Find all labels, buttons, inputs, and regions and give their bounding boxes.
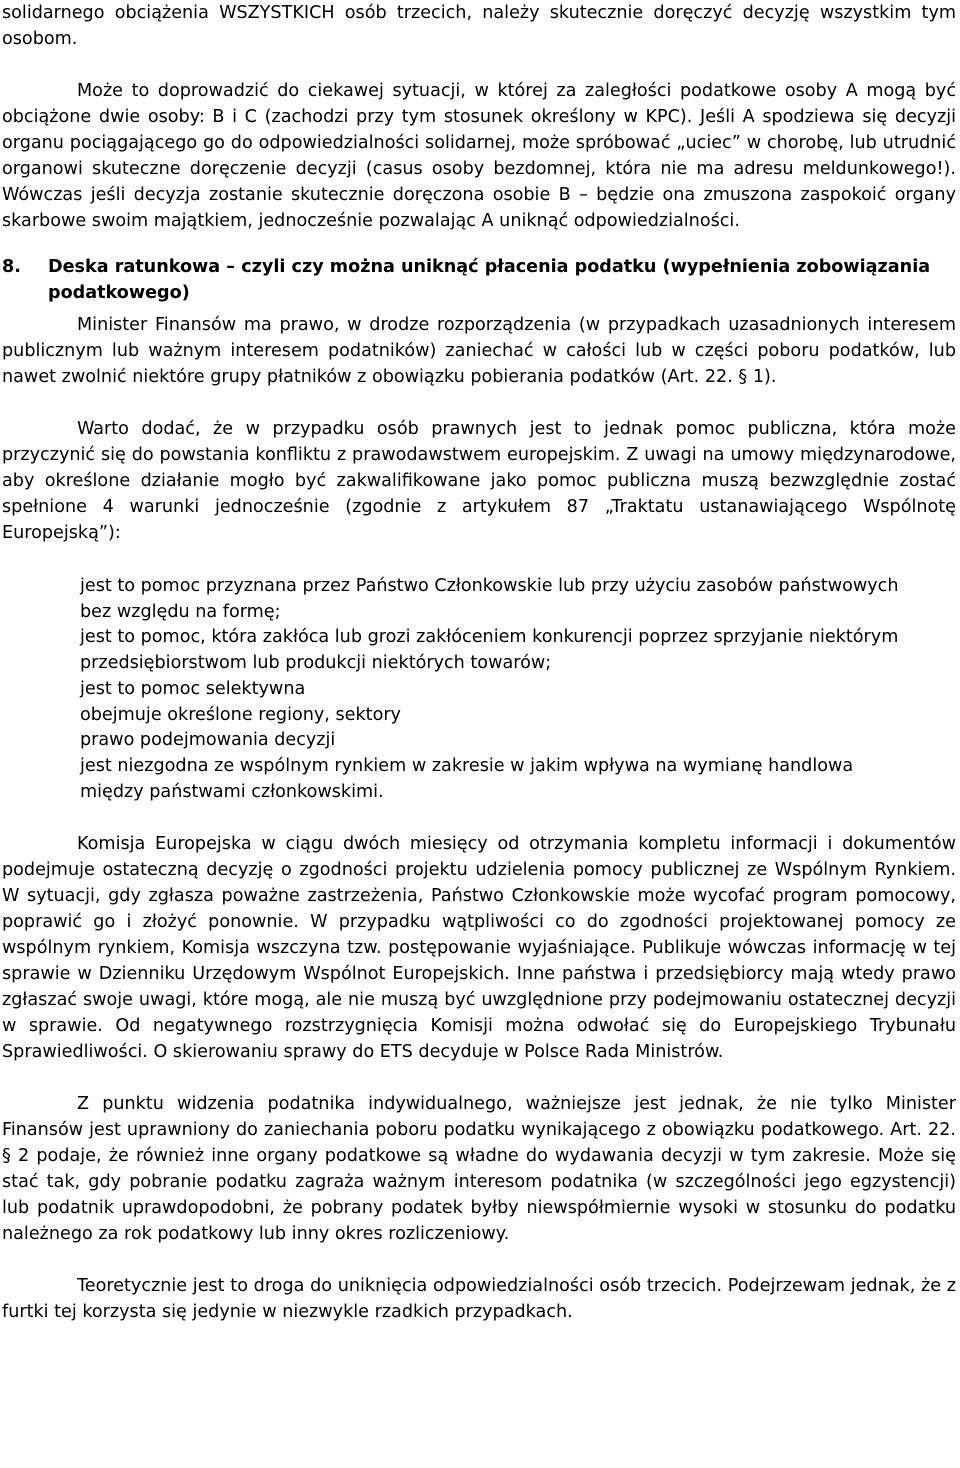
paragraph-top: solidarnego obciążenia WSZYSTKICH osób trzecich, należy skutecznie doręczyć decyzję wszystkim tym osobom. bbox=[2, 3, 956, 49]
list-item: prawo podejmowania decyzji bbox=[80, 730, 336, 751]
paragraph-punkt: Z punktu widzenia podatnika indywidualnego, ważniejsze jest jednak, że nie tylko Minister Finansów jest uprawniony do zaniechania poboru podatku wynikającego z obowiązku podatkowego. Art. 22. § 2 podaje, że również inne organy podatkowe są władne do wydawania decyzji w tym zakresie. Może się stać tak, gdy pobranie podatku zagraża ważnym interesom podatnika (w szczególności jego egzystencji) lub podatnik uprawdopodobni, że pobrany podatek byłby niewspółmiernie wysoki w stosunku do podatku należnego za rok podatkowy lub inny okres rozliczeniowy. bbox=[2, 1094, 956, 1245]
section-title: Deska ratunkowa – czyli czy można uniknąć płacenia podatku (wypełnienia zobowiązania podatkowego) bbox=[48, 257, 931, 303]
list-item: obejmuje określone regiony, sektory bbox=[80, 704, 401, 725]
list-item: jest to pomoc, która zakłóca lub grozi zakłóceniem konkurencji poprzez sprzyjanie niektórym przedsiębiorstwom lub produkcji niektórych towarów; bbox=[80, 627, 899, 674]
paragraph-a-situation: Może to doprowadzić do ciekawej sytuacji, w której za zaległości podatkowe osoby A mogą być obciążone dwie osoby: B i C (zachodzi przy tym stosunek określony w KPC). Jeśli A spodziewa się decyzji organu pociągającego go do odpowiedzialności solidarnej, może spróbować „uciec” w chorobę, lub utrudnić organowi skuteczne doręczenie decyzji (casus osoby bezdomnej, która nie ma adresu meldunkowego!). Wówczas jeśli decyzja zostanie skutecznie doręczona osobie B – będzie ona zmuszona zaspokoić organy skarbowe swoim majątkiem, jednocześnie pozwalając A uniknąć odpowiedzialności. bbox=[2, 81, 956, 231]
conditions-list bbox=[2, 574, 956, 805]
list-item: jest niezgodna ze wspólnym rynkiem w zakresie w jakim wpływa na wymianę handlowa między państwami członkowskimi. bbox=[80, 755, 854, 802]
list-item: jest to pomoc przyznana przez Państwo Członkowskie lub przy użyciu zasobów państwowych bez względu na formę; bbox=[80, 576, 899, 622]
paragraph-teoretycznie: Teoretycznie jest to droga do uniknięcia odpowiedzialności osób trzecich. Podejrzewam jednak, że z furtki tej korzysta się jedynie w niezwykle rzadkich przypadkach. bbox=[2, 1276, 956, 1323]
paragraph-warto: Warto dodać, że w przypadku osób prawnych jest to jednak pomoc publiczna, która może przyczynić się do powstania konfliktu z prawodawstwem europejskim. Z uwagi na umowy międzynarodowe, aby określone działanie mogło być zakwalifikowane jako pomoc publiczna muszą bezwzględnie zostać spełnione 4 warunki jednocześnie (zgodnie z artykułem 87 „Traktatu ustanawiającego Wspólnotę Europejską”): bbox=[2, 419, 956, 543]
paragraph-komisja: Komisja Europejska w ciągu dwóch miesięcy od otrzymania kompletu informacji i dokumentów podejmuje ostateczną decyzję o zgodności projektu udzielenia pomocy publicznej ze Wspólnym Rynkiem. W sytuacji, gdy zgłasza poważne zastrzeżenia, Państwo Członkowskie może wycofać program pomocowy, poprawić go i złożyć ponownie. W przypadku wątpliwości co do zgodności projektowanej pomocy ze wspólnym rynkiem, Komisja wszczyna tzw. postępowanie wyjaśniające. Publikuje wówczas informację w tej sprawie w Dzienniku Urzędowym Wspólnot Europejskich. Inne państwa i przedsiębiorcy mają wtedy prawo zgłaszać swoje uwagi, które mogą, ale nie muszą być uwzględnione przy podejmowaniu ostatecznej decyzji w sprawie. Od negatywnego rozstrzygnięcia Komisji można odwołać się do Europejskiego Trybunału Sprawiedliwości. O skierowaniu sprawy do ETS decyduje w Polsce Rada Ministrów. bbox=[2, 834, 956, 1063]
section-number: 8. bbox=[2, 257, 21, 277]
section-heading-8 bbox=[2, 254, 956, 306]
list-item: jest to pomoc selektywna bbox=[80, 678, 306, 699]
paragraph-minister: Minister Finansów ma prawo, w drodze rozporządzenia (w przypadkach uzasadnionych interesem publicznym lub ważnym interesem podatników) zaniechać w całości lub w części poboru podatków, lub nawet zwolnić niektóre grupy płatników z obowiązku pobierania podatków (Art. 22. § 1). bbox=[2, 315, 956, 387]
